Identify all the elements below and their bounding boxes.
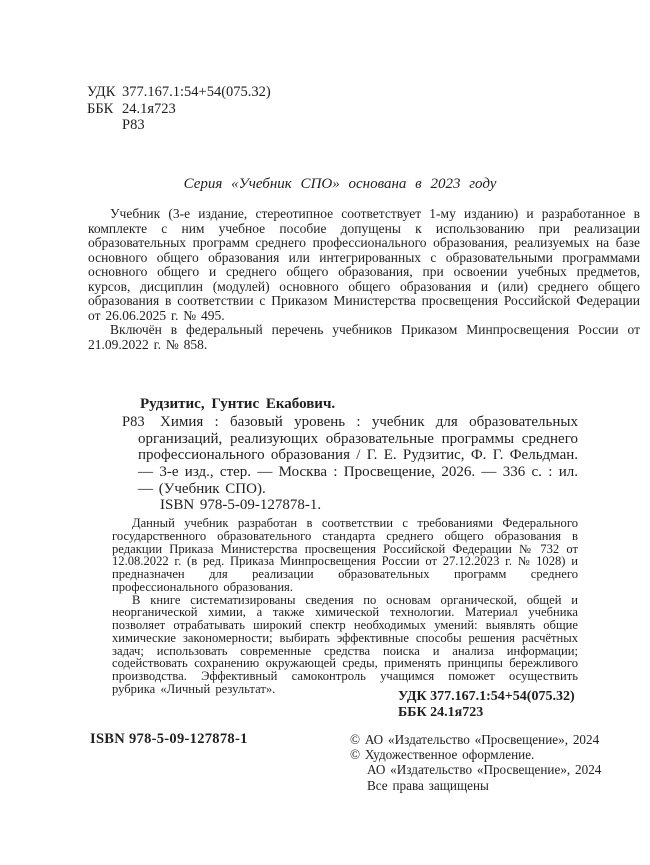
author-code-top: Р83 bbox=[122, 117, 145, 133]
notices-block bbox=[88, 207, 640, 352]
annotation-paragraph-1: Данный учебник разработан в соответствии с требованиями Федерального государственного образовательного стандарта среднего общего образования в редакции Приказа Министерства просвещения Российской Федерации № 732 от 12.08.2022 г. (в ред. Приказа Минпросвещения России от 27.12.2023 г. № 1028) и предназначен для реализации образовательных программ среднего профессионального образования. bbox=[112, 516, 578, 594]
author-code-row bbox=[87, 117, 271, 134]
bottom-classification-codes bbox=[398, 689, 575, 720]
copyright-line-artwork: © Художественное оформление. bbox=[350, 747, 535, 763]
udk-code-row bbox=[87, 84, 271, 101]
copyright-line-rights: Все права защищены bbox=[367, 777, 489, 793]
admission-paragraph: Учебник (3-е издание, стереотипное соответствует 1-му изданию) и разработанное в комплекте с ним учебное пособие допущены к использованию при реализации образовательных программ среднего профессионального образования, реализуемых на базе основного общего образования или интегрированных с образовательными программами основного общего и среднего общего образования, при освоении учебных предметов, курсов, дисциплин (модулей) основного общего образования и (или) среднего общего образования в соответствии с Приказом Министерства просвещения Российской Федерации от 26.06.2025 г. № 495. bbox=[88, 206, 640, 323]
catalog-description: Химия : базовый уровень : учебник для образовательных организаций, реализующих образовательные программы среднего профессионального образования / Г. Е. Рудзитис, Ф. Г. Фельдман. — 3-е изд., стер. — Москва : Просвещение, 2026. — 336 с. : ил. — (Учебник СПО). bbox=[138, 414, 578, 497]
bbk-code-row bbox=[87, 101, 271, 118]
catalog-isbn: ISBN 978-5-09-127878-1. bbox=[160, 497, 322, 513]
copyright-block bbox=[350, 732, 601, 793]
copyright-line-publisher: © АО «Издательство «Просвещение», 2024 bbox=[350, 732, 600, 747]
catalog-author-heading: Рудзитис, Гунтис Екабович. bbox=[140, 396, 336, 412]
copyright-line-publisher-2: АО «Издательство «Просвещение», 2024 bbox=[367, 762, 602, 778]
author-code-spacer bbox=[87, 117, 122, 134]
udk-value: 377.167.1:54+54(075.32) bbox=[122, 84, 271, 100]
catalog-author-code: Р83 bbox=[122, 414, 145, 430]
udk-bottom: УДК 377.167.1:54+54(075.32) bbox=[398, 689, 575, 704]
annotation-paragraph-2: В книге систематизированы сведения по основам органической, общей и неорганической химии, а также химической технологии. Материал учебника позволяет отрабатывать широкий спектр необходимых умений: выявлять общие химические закономерности; выбирать эффективные способы решения расчётных задач; использовать современные средства поиска и анализа информации; содействовать сохранению окружающей среды, применять принципы бережливого производства. Эффективный самоконтроль учащимся поможет осуществить рубрика «Личный результат». bbox=[112, 592, 578, 696]
bbk-label: ББК bbox=[87, 100, 114, 117]
annotation-block bbox=[112, 517, 578, 696]
top-classification-codes bbox=[87, 84, 271, 134]
registry-paragraph: Включён в федеральный перечень учебников Приказом Минпросвещения России от 21.09.2022 г. № 858. bbox=[88, 322, 640, 352]
footer-isbn: ISBN 978-5-09-127878-1 bbox=[90, 731, 248, 747]
series-note: Серия «Учебник СПО» основана в 2023 году bbox=[183, 176, 497, 192]
udk-label: УДК bbox=[87, 84, 116, 100]
bbk-bottom: ББК 24.1я723 bbox=[398, 704, 484, 720]
bbk-value: 24.1я723 bbox=[122, 100, 176, 117]
